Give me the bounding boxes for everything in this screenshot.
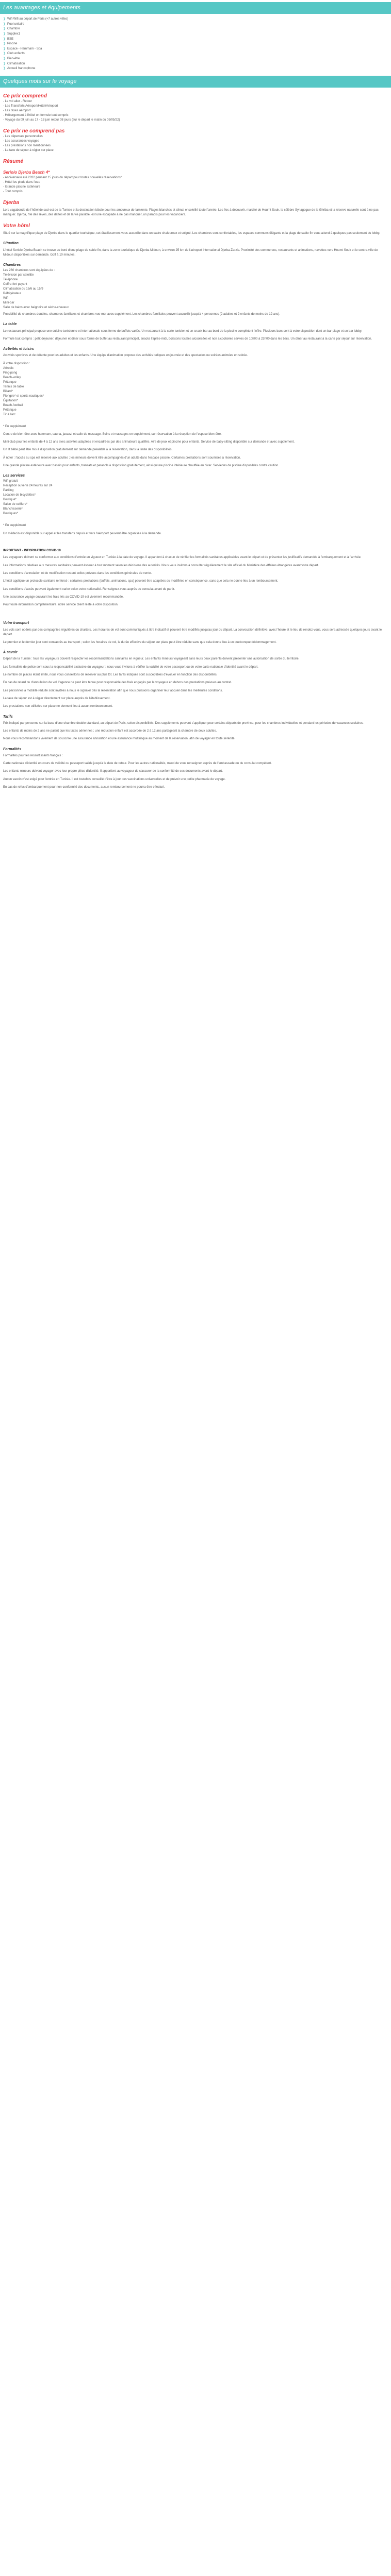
a-savoir-paragraph-6: La taxe de séjour est à régler directement sur place auprès de l'établissement.	[3, 697, 110, 700]
avantage-label: Climatisation	[7, 62, 25, 65]
restauration-heading: La table	[3, 323, 17, 327]
important-paragraph-5: Les conditions d'accès peuvent également varier selon votre nationalité. Renseignez-vous auprès du consulat avant de partir.	[3, 587, 175, 591]
hotel-name: Seriolo Djerba Beach 4*	[3, 170, 50, 175]
restauration-paragraph: Le restaurant principal propose une cuisine tunisienne et internationale sous forme de buffets variés. Un restaurant à la carte tunisien et un snack-bar au bord de la piscine complètent l'offre. Plusieurs bars sont à votre disposition dont un bar plage et un bar lobby.	[3, 329, 362, 333]
text-line: - Les taxes aéroport	[3, 109, 31, 113]
avantages-list	[0, 17, 391, 72]
text-line: Beach-volley	[3, 376, 21, 379]
text-line: - Hébergement à l'hôtel en formule tout compris	[3, 114, 69, 117]
a-savoir-paragraph-3: Le nombre de places étant limité, nous vous conseillons de réserver au plus tôt. Les tarifs indiqués sont susceptibles d'évoluer en fonction des disponibilités.	[3, 673, 218, 677]
text-line: Parking	[3, 489, 14, 493]
avantage-label: Accueil francophone	[7, 67, 36, 71]
enfants-paragraph-2: Un lit bébé peut être mis à disposition gratuitement sur demande préalable à la réservation, dans la limite des disponibilités.	[3, 448, 173, 452]
important-paragraph-3: Les conditions d'annulation et de modification restent celles prévues dans les conditions générales de vente.	[3, 571, 152, 575]
text-line: - Tout compris	[3, 190, 23, 193]
page	[0, 0, 391, 798]
enfants-paragraph: Mini-club pour les enfants de 4 à 12 ans avec activités adaptées et encadrées par des animateurs qualifiés. Aire de jeux et piscine pour enfants. Service de baby-sitting disponible sur demande et avec supplément.	[3, 440, 295, 444]
text-line: - Les Transferts Aéroport/Hôtel/Aéroport	[3, 105, 58, 108]
services-heading: Les services	[3, 474, 25, 478]
chevron-right-icon: ❯	[3, 52, 6, 56]
formalites-paragraph-3: Les enfants mineurs doivent voyager avec leur propre pièce d'identité. Il appartient au voyageur de s'assurer de la conformité de ses documents avant le départ.	[3, 770, 223, 773]
chevron-right-icon: ❯	[3, 62, 6, 65]
activites-paragraph: Activités sportives et de détente pour les adultes et les enfants. Une équipe d'animation propose des activités ludiques en journée et des spectacles ou soirées animées en soirée.	[3, 354, 248, 358]
tarifs-paragraph: Prix indiqué par personne sur la base d'une chambre double standard, au départ de Paris, selon disponibilités. Des suppléments peuvent s'appliquer pour certains départs de province, pour les chambres individuelles et pendant les périodes de vacances scolaires.	[3, 721, 364, 725]
avantage-item	[3, 27, 388, 32]
text-line: Équitation*	[3, 399, 19, 402]
text-line: - Voyage du 09 juin au 17 - 13 juin retour 08 jours (sur le départ le matin du 05/05/22)	[3, 118, 120, 122]
text-line: Location de bicyclettes*	[3, 494, 36, 497]
avantage-label: Club enfants	[7, 52, 25, 56]
djerba-heading: Djerba	[3, 199, 20, 206]
text-line: Boutiques*	[3, 512, 19, 516]
avantage-label: Bien-être	[7, 57, 20, 61]
prix-heading: Ce prix comprend	[3, 93, 47, 99]
text-line: Tir à l'arc	[3, 413, 16, 416]
chevron-right-icon: ❯	[3, 22, 6, 26]
avantage-label: Supplex1	[7, 32, 21, 36]
avantage-item	[3, 22, 388, 27]
text-line: Téléphone	[3, 278, 18, 282]
important-heading: IMPORTANT - INFORMATION COVID-19	[3, 549, 61, 553]
piscine-paragraph: Une grande piscine extérieure avec bassin pour enfants, transats et parasols à disposition gratuitement, ainsi qu'une piscine intérieure chauffée en hiver. Serviettes de piscine disponibles contre caution.	[3, 464, 280, 468]
text-line: - Anniversaire été 2022 pensant 15 jours du départ pour toutes nouvelles réservations*	[3, 176, 122, 179]
avantage-item	[3, 37, 388, 42]
avantage-label: BSE	[7, 37, 14, 41]
text-line: - Grande piscine extérieure	[3, 185, 41, 189]
section-title-quelques-mots: Quelques mots sur le voyage	[0, 76, 391, 88]
spa-paragraph: Centre de bien-être avec hammam, sauna, jacuzzi et salle de massage. Soins et massages en supplément, sur réservation à la réception de l'espace bien-être.	[3, 432, 222, 436]
chambres-heading: Chambres	[3, 263, 21, 267]
text-line: Plongée* et sports nautiques*	[3, 394, 44, 398]
services-note: * En supplément	[3, 524, 26, 528]
resume-heading: Résumé	[3, 159, 23, 165]
avantage-label: Piscine	[7, 42, 18, 46]
important-paragraph-6: Une assurance voyage couvrant les frais liés au COVID-19 est vivement recommandée.	[3, 595, 124, 599]
avantage-item	[3, 52, 388, 57]
text-line: Pétanque	[3, 380, 17, 384]
text-line: Aérobic	[3, 366, 14, 370]
avantage-item	[3, 47, 388, 52]
text-line: Réfrigérateur	[3, 292, 22, 296]
bienetre-paragraph: À noter : l'accès au spa est réservé aux adultes ; les mineurs doivent être accompagnés d'un adulte dans l'espace piscine. Certaines prestations sont soumises à réservation.	[3, 456, 241, 460]
chambres-lines	[3, 268, 388, 310]
formalites-paragraph-4: Aucun vaccin n'est exigé pour l'entrée en Tunisie. Il est toutefois conseillé d'être à jour des vaccinations universelles et de prévoir une petite pharmacie de voyage.	[3, 777, 226, 781]
restauration-paragraph-2: Formule tout compris : petit déjeuner, déjeuner et dîner sous forme de buffet au restaurant principal, snacks l'après-midi, boissons locales alcoolisées et non alcoolisées servies de 10h00 à 23h00 dans les bars. Un dîner au restaurant à la carte par séjour sur réservation.	[3, 337, 372, 341]
chevron-right-icon: ❯	[3, 27, 6, 31]
text-line: - La taxe de séjour à régler sur place	[3, 149, 54, 152]
chevron-right-icon: ❯	[3, 67, 6, 71]
text-line: - Les assurances voyages	[3, 140, 39, 143]
text-line: Billard*	[3, 389, 13, 393]
text-line: Télévision par satellite	[3, 274, 34, 277]
text-line: Ping-pong	[3, 371, 18, 375]
text-line: Salon de coiffure*	[3, 503, 28, 506]
transport-paragraph-2: Le premier et le dernier jour sont consacrés au transport ; selon les horaires de vol, la durée effective du séjour sur place peut être réduite sans que cela donne lieu à un quelconque dédommagement.	[3, 641, 276, 645]
a-savoir-paragraph-7: Les prestations non utilisées sur place ne donnent lieu à aucun remboursement.	[3, 705, 113, 708]
activites-lines	[3, 362, 388, 417]
activites-note: * En supplément	[3, 425, 26, 428]
a-savoir-paragraph: Départ de la Tunisie : tous les voyageurs doivent respecter les recommandations sanitaires en vigueur. Les enfants mineurs voyageant sans leurs deux parents doivent présenter une autorisation de sortie du territoire.	[3, 657, 300, 661]
avantage-label: Espace - Hammam - Spa	[7, 47, 42, 50]
important-paragraph-7: Pour toute information complémentaire, notre service client reste à votre disposition.	[3, 603, 119, 607]
chevron-right-icon: ❯	[3, 47, 6, 50]
chevron-right-icon: ❯	[3, 32, 6, 36]
avantage-item	[3, 32, 388, 37]
text-line: Tennis de table	[3, 385, 24, 388]
text-line: - Les prestations non mentionnées	[3, 144, 51, 148]
formalites-paragraph-2: Carte nationale d'identité en cours de validité ou passeport valide jusqu'à la date de retour. Pour les autres nationalités, merci de vous renseigner auprès de l'ambassade ou du consulat compétent.	[3, 761, 272, 765]
text-line: Climatisation du 15/6 au 15/9	[3, 287, 43, 291]
avantage-item	[3, 62, 388, 67]
avantage-item	[3, 57, 388, 62]
text-line: Salle de bains avec baignoire et sèche-cheveux	[3, 306, 69, 310]
prix-lines	[3, 99, 388, 123]
text-line: Les 260 chambres sont équipées de :	[3, 269, 55, 273]
situation-paragraph: L'hôtel Seriolo Djerba Beach se trouve au bord d'une plage de sable fin, dans la zone touristique de Djerba Midoun, à environ 25 km de l'aéroport international Djerba-Zarzis. Proximité des commerces, restaurants et animations, navettes vers Houmt Souk et le centre-ville de Midoun disponibles sur demande. Golf à 10 minutes.	[3, 248, 378, 257]
transport-heading: Votre transport	[3, 621, 29, 625]
resume-lines	[3, 176, 388, 194]
text-line: Beach-football	[3, 403, 23, 407]
important-paragraph-2: Les informations relatives aux mesures sanitaires peuvent évoluer à tout moment selon les décisions des autorités. Nous vous invitons à consulter régulièrement le site officiel du Ministère des Affaires étrangères avant votre départ.	[3, 564, 319, 567]
text-line: Blanchisserie*	[3, 507, 23, 511]
avantage-label: Pool unitaire	[7, 22, 25, 26]
chevron-right-icon: ❯	[3, 42, 6, 46]
text-line: Coffre-fort payant	[3, 283, 27, 286]
noprix-lines	[3, 134, 388, 153]
text-line: Pétanque	[3, 408, 17, 412]
text-line: Mini-bar	[3, 301, 14, 305]
services-lines	[3, 479, 388, 516]
avantage-item	[3, 42, 388, 47]
section-title-avantages: Les avantages et équipements	[0, 2, 391, 14]
noprix-heading: Ce prix ne comprend pas	[3, 128, 65, 134]
a-savoir-heading: À savoir	[3, 651, 18, 655]
chevron-right-icon: ❯	[3, 37, 6, 41]
important-paragraph: Les voyageurs doivent se conformer aux conditions d'entrée en vigueur en Tunisie à la date du voyage. Il appartient à chacun de vérifier les formalités sanitaires applicables avant le départ et de présenter les justificatifs demandés à l'embarquement et à l'arrivée.	[3, 556, 362, 560]
a-savoir-paragraph-2: Les formalités de police sont sous la responsabilité exclusive du voyageur ; nous vous invitons à vérifier la validité de votre passeport ou de votre carte nationale d'identité avant le départ.	[3, 665, 258, 669]
hotel-paragraph: Situé sur la magnifique plage de Djerba dans le quartier touristique, cet établissement vous accueille dans un cadre chaleureux et soigné. Les chambres sont confortables, les espaces communs élégants et la plage de sable fin vous attend à quelques pas seulement du lobby.	[3, 232, 380, 235]
important-paragraph-4: L'hôtel applique un protocole sanitaire renforcé ; certaines prestations (buffets, animations, spa) peuvent être adaptées ou modifiées en conséquence, sans que cela ne donne lieu à un remboursement.	[3, 580, 279, 583]
chevron-right-icon: ❯	[3, 57, 6, 61]
text-line: - Le vol aller - Retour	[3, 100, 32, 104]
text-line: - Hôtel les pieds dans l'eau	[3, 180, 40, 184]
text-line: Wifi gratuit	[3, 480, 18, 483]
assurance-paragraph: Nous vous recommandons vivement de souscrire une assurance annulation et une assurance multirisque au moment de la réservation, afin de voyager en toute sérénité.	[3, 737, 236, 741]
avantage-item	[3, 17, 388, 22]
tarifs-heading: Tarifs	[3, 715, 13, 719]
formalites-paragraph-5: En cas de refus d'embarquement pour non-conformité des documents, aucun remboursement ne pourra être effectué.	[3, 785, 165, 789]
tarifs-paragraph-2: Les enfants de moins de 2 ans ne paient que les taxes aériennes ; une réduction enfant est accordée de 2 à 12 ans partageant la chambre de deux adultes.	[3, 729, 217, 733]
text-line: Boutique*	[3, 498, 17, 502]
avantage-item	[3, 66, 388, 72]
avantage-label: Chambre	[7, 27, 20, 31]
text-line: À votre disposition :	[3, 362, 30, 365]
text-line: Réception ouverte 24 heures sur 24	[3, 484, 53, 488]
formalites-paragraph: Formalités pour les ressortissants français :	[3, 754, 63, 757]
formalites-heading: Formalités	[3, 747, 22, 751]
avantage-label: Wifi Wifi au départ de Paris (+7 autres villes)	[7, 18, 69, 21]
djerba-paragraph: Lors vagabonde de l'hôtel de sud-est de la Tunisie et la destination idéale pour les amoureux de farniente. Plages blanches et climat ensoleillé toute l'année. Les îles à découvrir, marché de Houmt Souk, la célèbre Synagogue de la Ghriba et la réserve naturelle sont à ne pas manquer. Djerba, l'île des rêves, des dattes et de la vie paisible, est une escapade à ne pas manquer, un paradis pour les vacanciers.	[3, 208, 379, 216]
text-line: - Les dépenses personnelles	[3, 135, 43, 139]
situation-heading: Situation	[3, 242, 19, 246]
a-savoir-paragraph-5: Les personnes à mobilité réduite sont invitées à nous le signaler dès la réservation afin que nous puissions organiser leur accueil dans les meilleures conditions.	[3, 689, 223, 692]
voyage-content	[0, 93, 391, 790]
activites-heading: Activités et loisirs	[3, 347, 34, 351]
hotel-heading: Votre hôtel	[3, 223, 30, 229]
a-savoir-paragraph-4: En cas de retard ou d'annulation de vol, l'agence ne peut être tenue pour responsable des frais engagés par le voyageur en dehors des prestations prévues au contrat.	[3, 681, 232, 685]
services-paragraph: Un médecin est disponible sur appel et les transferts depuis et vers l'aéroport peuvent être organisés à la demande.	[3, 532, 162, 535]
transport-paragraph: Les vols sont opérés par des compagnies régulières ou charters. Les horaires de vol sont communiqués à titre indicatif et peuvent être modifiés jusqu'au jour du départ. La convocation définitive, avec l'heure et le lieu de rendez-vous, vous sera adressée quelques jours avant le départ.	[3, 628, 382, 636]
text-line: Wifi	[3, 297, 8, 300]
chevron-right-icon: ❯	[3, 18, 6, 21]
chambres-paragraph: Possibilité de chambres doubles, chambres familiales et chambres vue mer avec supplément. Les chambres familiales peuvent accueillir jusqu'à 4 personnes (2 adultes et 2 enfants de moins de 12 ans).	[3, 313, 281, 316]
